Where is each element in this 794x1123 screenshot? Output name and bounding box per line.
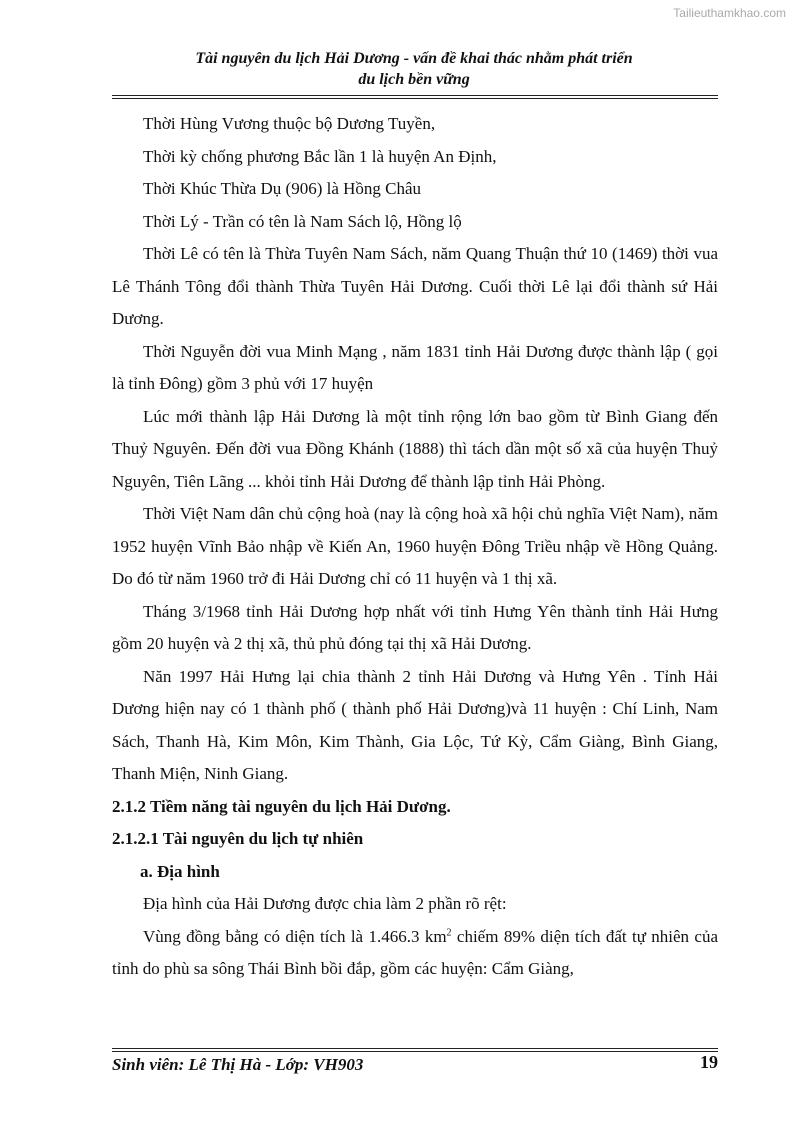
paragraph: Thời Lý - Trần có tên là Nam Sách lộ, Hồng lộ	[143, 211, 462, 231]
paragraph: Năn 1997 Hải Hưng lại chia thành 2 tỉnh Hải Dương và Hưng Yên . Tỉnh Hải Dương hiện nay có 1 thành phố ( thành phố Hải Dương)và 11 huyện : Chí Linh, Nam Sách, Thanh Hà, Kim Môn, Kim Thành, Gia Lộc, Tứ Kỳ, Cẩm Giàng, Bình Giang, Thanh Miện, Ninh Giang.	[112, 666, 718, 783]
paragraph: Địa hình của Hải Dương được chia làm 2 phần rõ rệt:	[143, 894, 507, 913]
header-divider	[112, 95, 718, 99]
paragraph: Thời Nguyễn đời vua Minh Mạng , năm 1831 tỉnh Hải Dương được thành lập ( gọi là tỉnh Đông) gồm 3 phủ với 17 huyện	[112, 341, 718, 393]
footer-divider	[112, 1048, 718, 1052]
text-segment: chiếm 89% diện tích đất tự nhiên của tỉnh do phù sa sông Thái Bình bồi đắp, gồm các huyện: Cẩm Giàng,	[112, 926, 718, 978]
page-header	[112, 48, 716, 90]
superscript: 2	[446, 926, 452, 938]
page-number: 19	[700, 1052, 718, 1072]
section-heading: 2.1.2 Tiềm năng tài nguyên du lịch Hải Dương.	[112, 796, 451, 816]
paragraph: Tháng 3/1968 tỉnh Hải Dương hợp nhất với tỉnh Hưng Yên thành tỉnh Hải Hưng gồm 20 huyện và 2 thị xã, thủ phủ đóng tại thị xã Hải Dương.	[112, 601, 718, 653]
paragraph: Lúc mới thành lập Hải Dương là một tỉnh rộng lớn bao gồm từ Bình Giang đến Thuỷ Nguyên. Đến đời vua Đồng Khánh (1888) thì tách dần một số xã của huyện Thuỷ Nguyên, Tiên Lãng ... khỏi tỉnh Hải Dương để thành lập tỉnh Hải Phòng.	[112, 406, 718, 491]
footer-student-info: Sinh viên: Lê Thị Hà - Lớp: VH903	[112, 1055, 364, 1074]
paragraph: Thời Hùng Vương thuộc bộ Dương Tuyền,	[143, 114, 436, 133]
paragraph: Thời Việt Nam dân chủ cộng hoà (nay là cộng hoà xã hội chủ nghĩa Việt Nam), năm 1952 huyện Vĩnh Bảo nhập về Kiến An, 1960 huyện Đông Triều nhập về Hồng Quảng. Do đó từ năm 1960 trở đi Hải Dương chỉ có 11 huyện và 1 thị xã.	[112, 504, 718, 588]
paragraph-plain-area	[112, 921, 718, 986]
paragraph: Thời Lê có tên là Thừa Tuyên Nam Sách, năm Quang Thuận thứ 10 (1469) thời vua Lê Thánh Tông đổi thành Thừa Tuyên Hải Dương. Cuối thời Lê lại đổi thành sứ Hải Dương.	[112, 244, 718, 328]
header-title-line-1: Tài nguyên du lịch Hải Dương - vấn đề khai thác nhằm phát triển	[195, 50, 633, 67]
text-segment: Vùng đồng bằng có diện tích là 1.466.3 km	[143, 926, 447, 946]
watermark: Tailieuthamkhao.com	[673, 6, 786, 20]
item-heading: a. Địa hình	[140, 861, 220, 881]
document-body	[112, 108, 718, 986]
paragraph: Thời kỳ chống phương Bắc lần 1 là huyện An Định,	[143, 146, 497, 166]
subsection-heading: 2.1.2.1 Tài nguyên du lịch tự nhiên	[112, 829, 364, 848]
paragraph: Thời Khúc Thừa Dụ (906) là Hồng Châu	[143, 179, 422, 198]
header-title-line-2: du lịch bền vững	[358, 71, 470, 88]
